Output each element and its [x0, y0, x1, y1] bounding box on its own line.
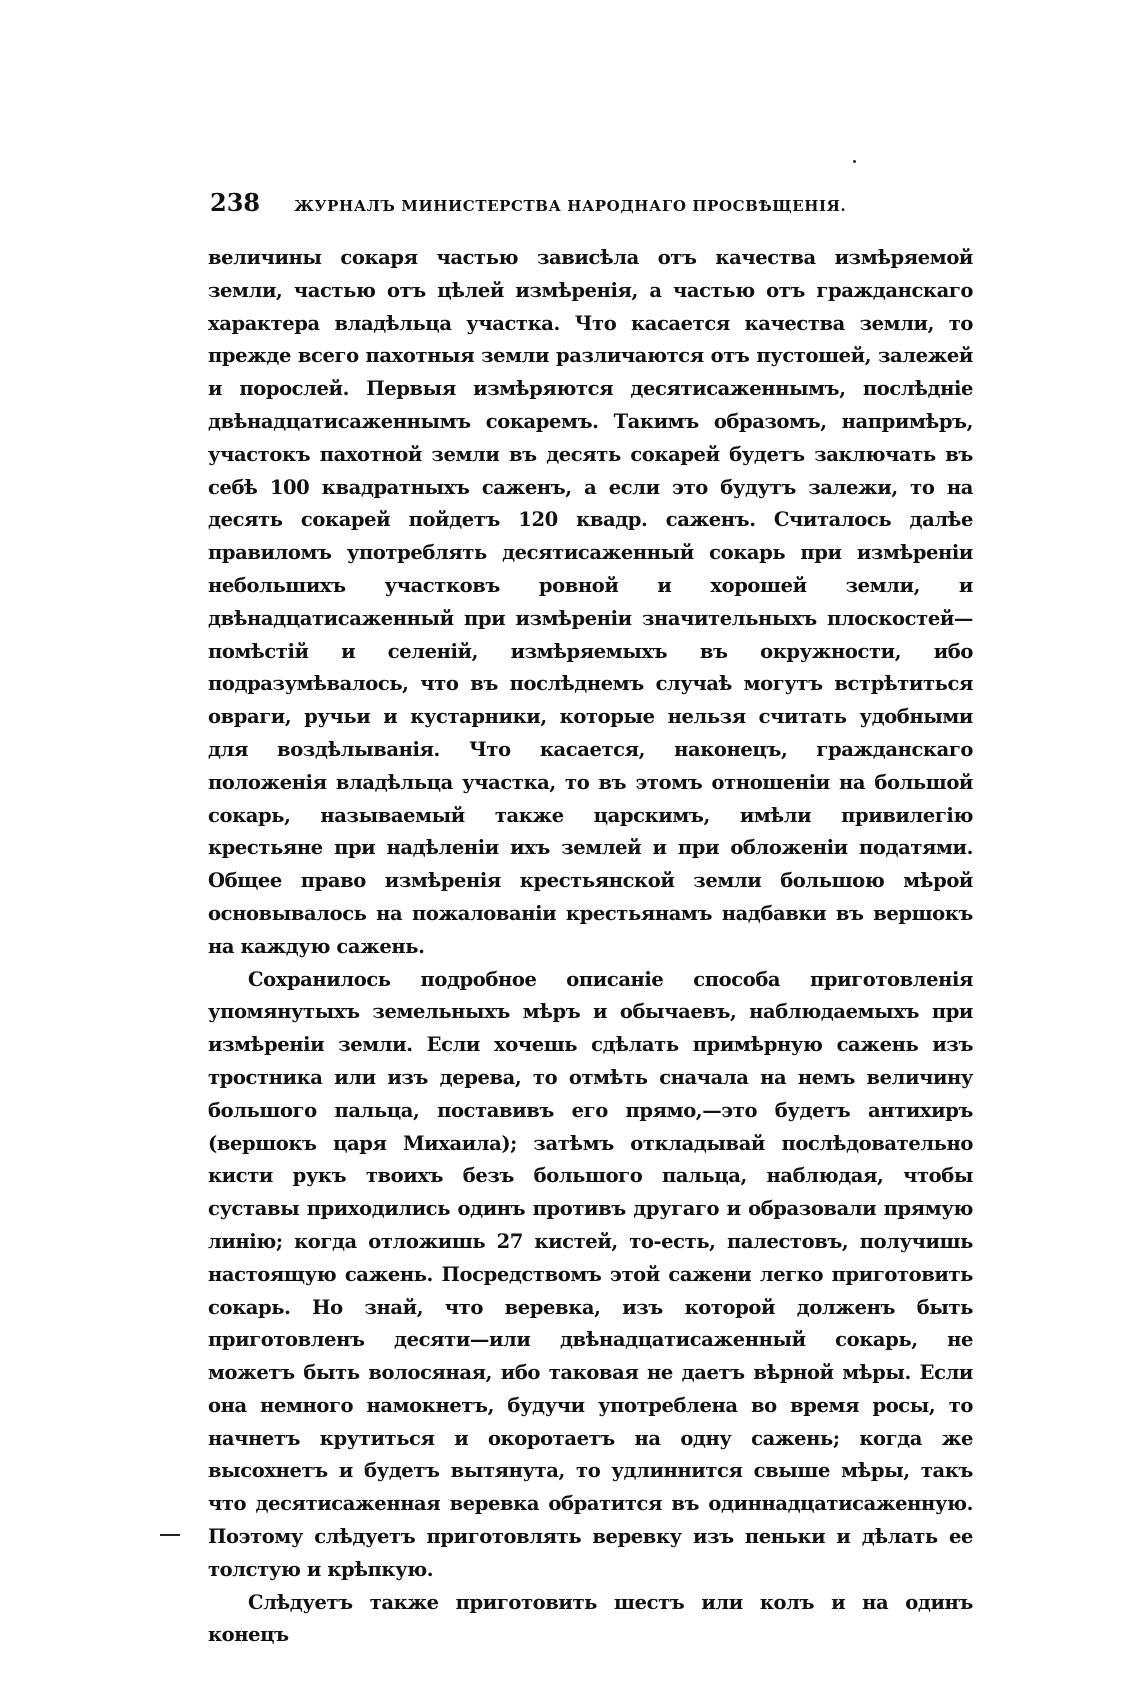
paragraph-2: Сохранилось подробное описаніе способа приготовленія упомянутыхъ земельныхъ мѣръ и обычаевъ, наблюдаемыхъ при измѣреніи земли. Если хочешь сдѣлать примѣрную сажень изъ тростника или изъ дерева, то отмѣть сначала на немъ величину большого пальца, поставивъ его прямо,—это будетъ антихиръ (вершокъ царя Михаила); затѣмъ откладывай послѣдовательно кисти рукъ твоихъ безъ большого пальца, наблюдая, чтобы суставы приходились одинъ противъ другаго и образовали прямую линію; когда отложишь 27 кистей, то-есть, палестовъ, получишь настоящую сажень. Посредствомъ этой сажени легко приготовить сокарь. Но знай, что веревка, изъ которой долженъ быть приготовленъ десяти—или двѣнадцатисаженный сокарь, не можетъ быть волосяная, ибо таковая не даетъ вѣрной мѣры. Если она немного намокнетъ, будучи употреблена во время росы, то начнетъ крутиться и окоротаетъ на одну сажень; когда же высохнетъ и будетъ вытянута, то удлиннится свыше мѣры, такъ что десятисаженная веревка обратится въ одиннадцатисаженную. Поэтому слѣдуетъ приготовлять веревку изъ пеньки и дѣлать ее толстую и крѣпкую.	[208, 967, 973, 1581]
page-number: 238	[210, 188, 261, 217]
print-speck	[853, 160, 856, 163]
page-header	[210, 188, 970, 218]
body-text	[208, 242, 973, 1652]
margin-mark	[160, 1534, 180, 1536]
paragraph-3: Слѣдуетъ также приготовить шестъ или колъ и на одинъ конецъ	[208, 1590, 973, 1647]
running-title: ЖУРНАЛЪ МИНИСТЕРСТВА НАРОДНАГО ПРОСВѢЩЕНІЯ.	[294, 197, 847, 215]
paragraph-1: величины сокаря частью зависѣла отъ качества измѣряемой земли, частью отъ цѣлей измѣренія, а частью отъ гражданскаго характера владѣльца участка. Что касается качества земли, то прежде всего пахотныя земли различаются отъ пустошей, залежей и порослей. Первыя измѣряются десятисаженнымъ, послѣдніе двѣнадцатисаженнымъ сокаремъ. Такимъ образомъ, напримѣръ, участокъ пахотной земли въ десять сокарей будетъ заключать въ себѣ 100 квадратныхъ саженъ, а если это будутъ залежи, то на десять сокарей пойдетъ 120 квадр. саженъ. Считалось далѣе правиломъ употреблять десятисаженный сокарь при измѣреніи небольшихъ участковъ ровной и хорошей земли, и двѣнадцатисаженный при измѣреніи значительныхъ плоскостей—помѣстій и селеній, измѣряемыхъ въ окружности, ибо подразумѣвалось, что въ послѣднемъ случаѣ могутъ встрѣтиться овраги, ручьи и кустарники, которые нельзя считать удобными для воздѣлыванія. Что касается, наконецъ, гражданскаго положенія владѣльца участка, то въ этомъ отношеніи на большой сокарь, называемый также царскимъ, имѣли привилегію крестьяне при надѣленіи ихъ землей и при обложеніи податями. Общее право измѣренія крестьянской земли большою мѣрой основывалось на пожалованіи крестьянамъ надбавки въ вершокъ на каждую сажень.	[208, 246, 973, 958]
